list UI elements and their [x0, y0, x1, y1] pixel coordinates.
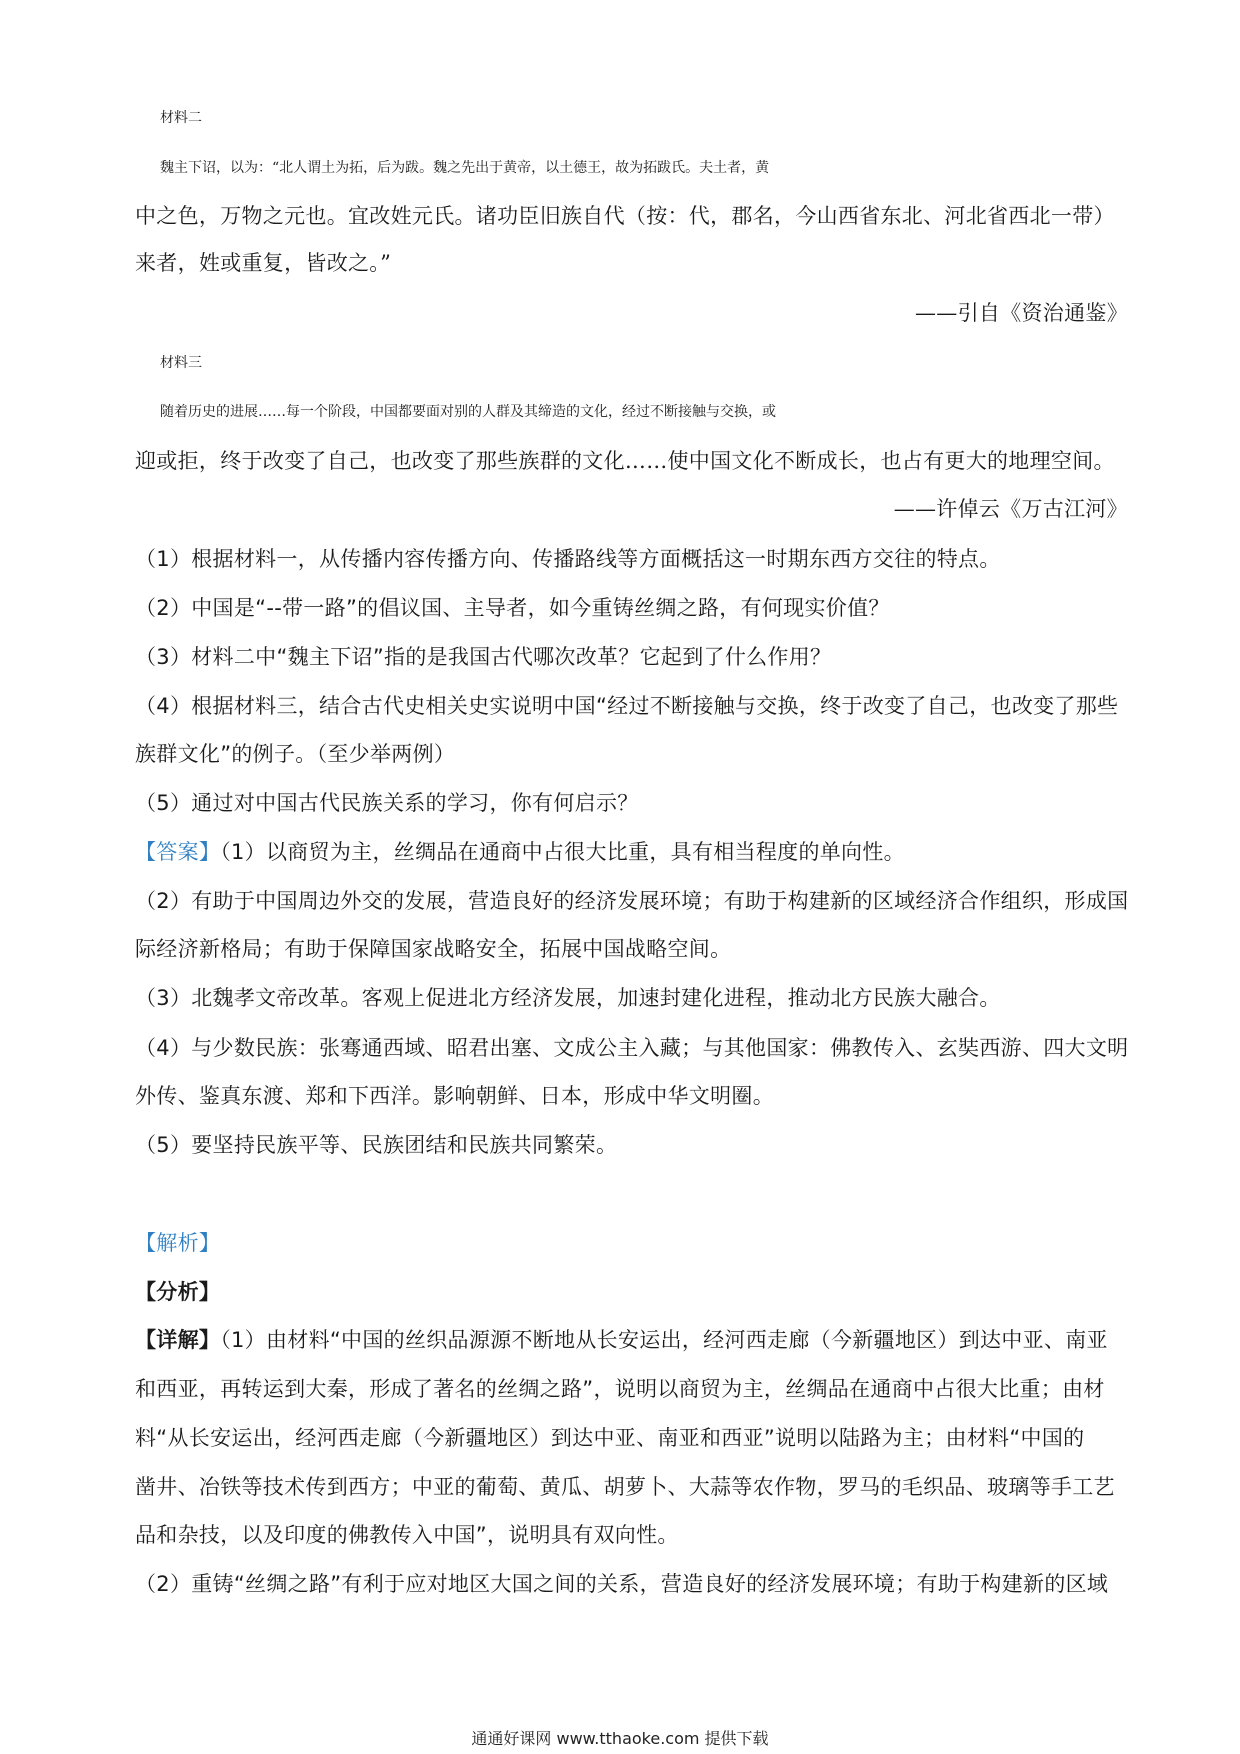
answer-tag: 【答案】: [135, 840, 221, 864]
question-item: （4）根据材料三，结合古代史相关史实说明中国“经过不断接触与交换，终于改变了自己，也改变了那些: [135, 694, 1119, 718]
detail-tag: 【详解】: [135, 1328, 221, 1352]
material3-line: 迎或拒，终于改变了自己，也改变了那些族群的文化……使中国文化不断成长，也占有更大的地理空间。: [135, 449, 1115, 473]
answer-first-line: [135, 837, 1130, 867]
analysis-tag: 【解析】: [135, 1231, 221, 1255]
answer-line: （3）北魏孝文帝改革。客观上促进北方经济发展，加速封建化进程，推动北方民族大融合。: [135, 986, 1001, 1010]
analysis-line: 品和杂技，以及印度的佛教传入中国”，说明具有双向性。: [135, 1523, 679, 1547]
question-item: 族群文化”的例子。（至少举两例）: [135, 742, 456, 766]
question-item: （1）根据材料一，从传播内容传播方向、传播路线等方面概括这一时期东西方交往的特点。: [135, 547, 1001, 571]
answer-line: （5）要坚持民族平等、民族团结和民族共同繁荣。: [135, 1133, 618, 1157]
material3-heading: 材料三: [160, 355, 202, 371]
page-footer: 通通好课网 www.tthaoke.com 提供下载: [471, 1729, 769, 1748]
question-item: （3）材料二中“魏主下诏”指的是我国古代哪次改革？它起到了什么作用？: [135, 645, 832, 669]
material2-heading: 材料二: [160, 110, 202, 126]
answer-line: 外传、鉴真东渡、郑和下西洋。影响朝鲜、日本，形成中华文明圈。: [135, 1084, 774, 1108]
analysis-line: （2）重铸“丝绸之路”有利于应对地区大国之间的关系，营造良好的经济发展环境；有助于构建新的区域: [135, 1572, 1109, 1596]
material2-line: 来者，姓或重复，皆改之。”: [135, 251, 392, 275]
analysis-line: 料“从长安运出，经河西走廊（今新疆地区）到达中亚、南亚和西亚”说明以陆路为主；由材料“中国的: [135, 1426, 1085, 1450]
material3-source: ——许倬云《万古江河》: [893, 497, 1128, 521]
material3-line: 随着历史的进展……每一个阶段，中国都要面对别的人群及其缔造的文化，经过不断接触与交换，或: [160, 404, 776, 420]
question-item: （2）中国是“--带一路”的倡议国、主导者，如今重铸丝绸之路，有何现实价值？: [135, 596, 890, 620]
answer-text: （1）以商贸为主，丝绸品在通商中占很大比重，具有相当程度的单向性。: [220, 840, 905, 864]
answer-line: 际经济新格局；有助于保障国家战略安全，拓展中国战略空间。: [135, 937, 732, 961]
answer-line: （4）与少数民族：张骞通西域、昭君出塞、文成公主入藏；与其他国家：佛教传入、玄奘西游、四大文明: [135, 1036, 1129, 1060]
question-item: （5）通过对中国古代民族关系的学习，你有何启示？: [135, 791, 639, 815]
analysis-line: 凿井、冶铁等技术传到西方；中亚的葡萄、黄瓜、胡萝卜、大蒜等农作物，罗马的毛织品、玻璃等手工艺: [135, 1475, 1115, 1499]
detail-text: （1）由材料“中国的丝织品源源不断地从长安运出，经河西走廊（今新疆地区）到达中亚、南亚: [220, 1328, 1108, 1352]
analysis-line: 和西亚，再转运到大秦，形成了著名的丝绸之路”，说明以商贸为主，丝绸品在通商中占很大比重；由材: [135, 1377, 1105, 1401]
material2-line: 魏主下诏，以为：“北人谓土为拓，后为跋。魏之先出于黄帝，以土德王，故为拓跋氏。夫土者，黄: [160, 160, 770, 176]
analysis-detail-first-line: [135, 1325, 1130, 1355]
answer-line: （2）有助于中国周边外交的发展，营造良好的经济发展环境；有助于构建新的区域经济合作组织，形成国: [135, 889, 1129, 913]
analysis-sub-tag: 【分析】: [135, 1280, 221, 1304]
material2-line: 中之色，万物之元也。宜改姓元氏。诸功臣旧族自代（按：代，郡名，今山西省东北、河北省西北一带）: [135, 204, 1115, 228]
material2-source: ——引自《资治通鉴》: [915, 301, 1128, 325]
